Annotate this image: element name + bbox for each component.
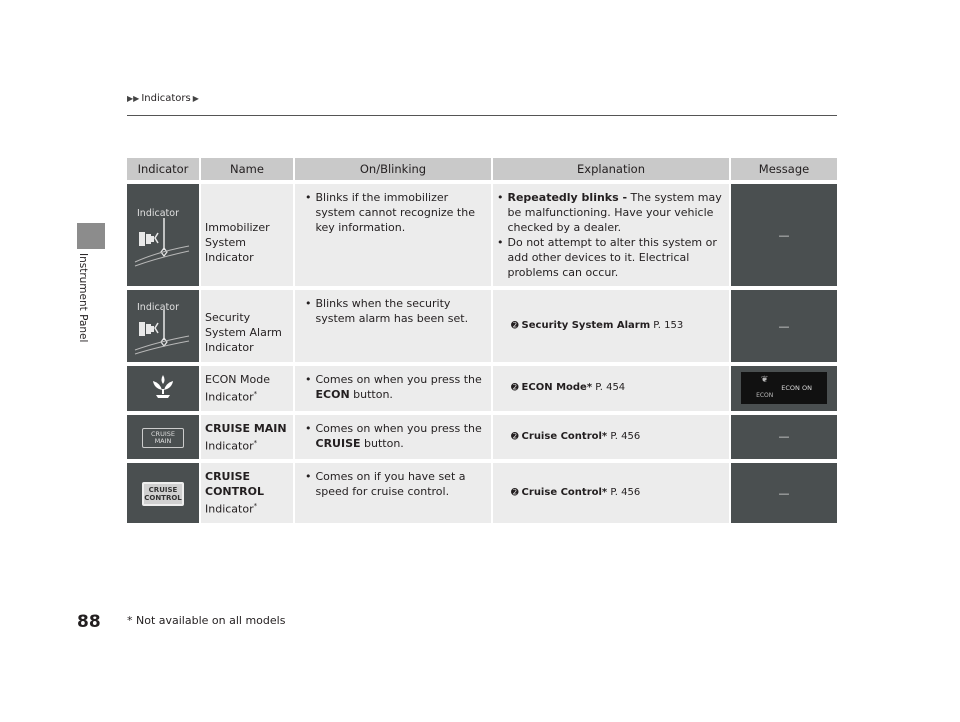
reference-arrow-icon: ➋ (511, 431, 519, 442)
indicator-icon-cell (127, 180, 201, 286)
on-blinking-text: Blinks when the security system alarm has been set. (315, 297, 469, 325)
message-cell: — (731, 180, 837, 286)
page-number: 88 (77, 612, 101, 632)
on-blinking-cell: • Comes on when you press the ECON button. (295, 362, 493, 411)
econ-leaf-icon (148, 371, 178, 401)
cruise-main-icon: CRUISE MAIN (142, 428, 184, 448)
indicator-word: Indicator (137, 302, 179, 313)
indicator-icon-cell (127, 459, 201, 523)
page-reference[interactable]: ➋ ECON Mode* P. 454 (511, 382, 626, 394)
on-blinking-text: Comes on if you have set a speed for cruise control. (315, 470, 466, 499)
table-row (127, 286, 837, 362)
on-blinking-cell: • Comes on when you press the CRUISE button. (295, 411, 493, 460)
column-header: Explanation (493, 158, 731, 180)
column-header: Indicator (127, 158, 201, 180)
breadcrumb-text[interactable]: Indicators (141, 93, 191, 104)
footnote: * Not available on all models (127, 614, 286, 627)
breadcrumb (127, 93, 199, 104)
on-blinking-cell: • Blinks when the security system alarm has been set. (295, 286, 493, 362)
table-row (127, 411, 837, 460)
reference-arrow-icon: ➋ (511, 488, 519, 499)
page-reference[interactable]: ➋ Cruise Control* P. 456 (511, 487, 641, 499)
section-label: Instrument Panel (77, 253, 89, 343)
explanation-text: The system may be malfunctioning. Have your vehicle checked by a dealer. (507, 191, 722, 234)
page-reference[interactable]: ➋ Cruise Control* P. 456 (511, 430, 641, 442)
header-divider (127, 115, 837, 116)
message-cell (731, 362, 837, 411)
footnote-marker: * (253, 390, 258, 398)
on-blinking-cell: • Blinks if the immobilizer system cannot recognize the key information. (295, 180, 493, 286)
immobilizer-key-icon (127, 188, 201, 283)
footnote-marker: * (253, 438, 258, 447)
indicator-icon-cell (127, 411, 201, 460)
indicator-table (127, 158, 837, 523)
indicator-name: Immobilizer System Indicator (201, 180, 295, 286)
column-header: Message (731, 158, 837, 180)
indicator-name: CRUISE CONTROL Indicator* (201, 459, 295, 523)
reference-arrow-icon: ➋ (511, 383, 519, 394)
indicator-name: ECON Mode Indicator* (201, 362, 295, 411)
cruise-control-icon: CRUISE CONTROL (142, 482, 184, 506)
econ-leaf-small-icon: ❦ (760, 375, 769, 386)
page-reference[interactable]: ➋ Security System Alarm P. 153 (511, 320, 684, 331)
indicator-word: Indicator (137, 208, 179, 219)
indicator-icon-cell (127, 286, 201, 362)
message-cell: — (731, 286, 837, 362)
message-cell: — (731, 411, 837, 460)
on-blinking-text: Blinks if the immobilizer system cannot recognize the key information. (315, 191, 475, 234)
on-blinking-cell: • Comes on if you have set a speed for cruise control. (295, 459, 493, 523)
indicator-name: CRUISE MAIN Indicator* (201, 411, 295, 460)
indicator-icon-cell (127, 362, 201, 411)
indicator-name: Security System Alarm Indicator (201, 286, 295, 362)
message-cell: — (731, 459, 837, 523)
column-header: Name (201, 158, 295, 180)
explanation-cell (493, 362, 731, 411)
econ-on-message: ❦ ECON ECON ON (741, 372, 827, 404)
breadcrumb-arrow-icon: ▶▶ (127, 94, 140, 103)
table-row (127, 362, 837, 411)
section-tab (77, 223, 105, 249)
column-header: On/Blinking (295, 158, 493, 180)
explanation-cell (493, 411, 731, 460)
footnote-marker: * (253, 502, 258, 511)
table-row (127, 459, 837, 523)
breadcrumb-arrow-icon: ▶ (192, 94, 199, 103)
explanation-cell (493, 459, 731, 523)
explanation-cell (493, 286, 731, 362)
reference-arrow-icon: ➋ (511, 321, 519, 331)
explanation-cell: • Repeatedly blinks - The system may be malfunctioning. Have your vehicle checked by a dealer. • Do not attempt to alter this system or add other devices to it. Electrical problems can occur. (493, 180, 731, 286)
explanation-text: Do not attempt to alter this system or add other devices to it. Electrical problems can occur. (507, 236, 717, 279)
table-row (127, 180, 837, 286)
explanation-bold: Repeatedly blinks - (507, 191, 628, 204)
